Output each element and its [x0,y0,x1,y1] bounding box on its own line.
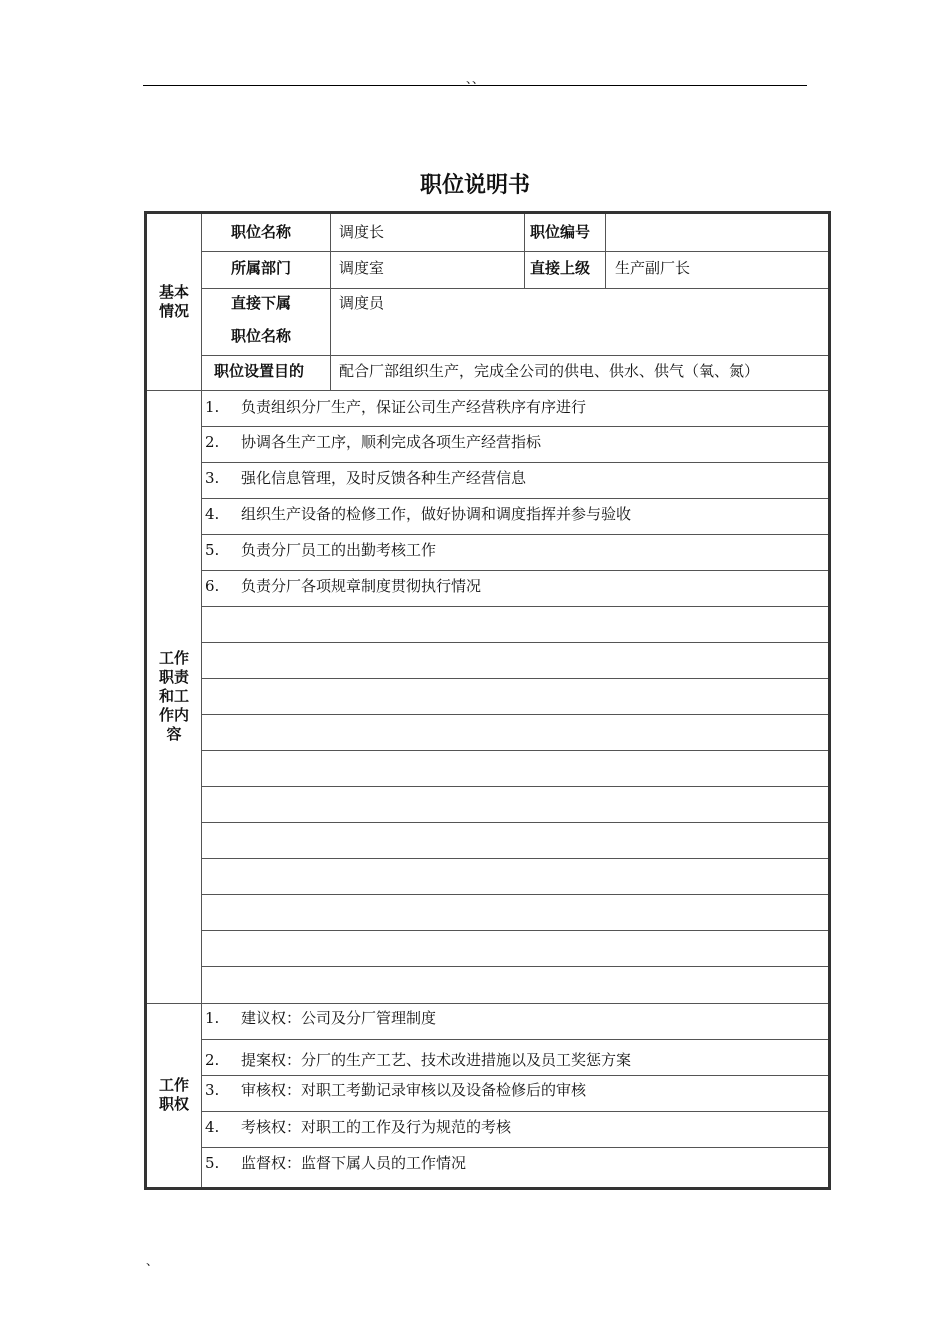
authority-item-1: 1. 建议权：公司及分厂管理制度 [205,1009,437,1027]
position-code-label: 职位编号 [530,223,591,241]
duty-row-line [201,750,828,751]
position-name-label: 职位名称 [231,223,292,241]
duty-row-line [201,498,828,499]
duty-item-1: 1. 负责组织分厂生产，保证公司生产经营秩序有序进行 [205,398,587,416]
position-name-value: 调度长 [339,223,385,241]
duty-row-line [201,678,828,679]
duty-row-line [201,606,828,607]
section-label-duties: 工作职责和工作内容 [158,649,189,743]
duty-item-6: 6. 负责分厂各项规章制度贯彻执行情况 [205,577,482,595]
duty-item-4: 4. 组织生产设备的检修工作，做好协调和调度指挥并参与验收 [205,505,632,523]
subordinate-label-line-1: 直接下属 [231,294,292,312]
duty-row-line [201,786,828,787]
supervisor-value: 生产副厂长 [615,259,691,277]
department-value: 调度室 [339,259,385,277]
authority-row-line [201,1039,828,1040]
header-rule [143,85,807,86]
basic-row-line-2 [201,288,828,289]
duty-row-line [201,534,828,535]
duty-item-5: 5. 负责分厂员工的出勤考核工作 [205,541,437,559]
authority-item-3: 3. 审核权：对职工考勤记录审核以及设备检修后的审核 [205,1081,587,1099]
label-column-divider [201,214,202,1187]
authority-item-5: 5. 监督权：监督下属人员的工作情况 [205,1154,467,1172]
duty-row-line [201,714,828,715]
subordinate-label-line-2: 职位名称 [231,327,292,345]
basic-row-line-1 [201,251,828,252]
section-line-basic [147,390,828,391]
authority-item-2: 2. 提案权：分厂的生产工艺、技术改进措施以及员工奖惩方案 [205,1051,632,1069]
authority-row-line [201,1147,828,1148]
purpose-label: 职位设置目的 [214,362,305,380]
job-description-table [144,211,831,1190]
duty-row-line [201,930,828,931]
duty-row-line [201,570,828,571]
basic-row-line-3 [201,355,828,356]
duty-row-line [201,858,828,859]
section-label-basic: 基本情况 [158,283,189,320]
duty-row-line [201,822,828,823]
duty-row-line [201,642,828,643]
footer-mark: 、 [146,1254,159,1268]
duty-row-line [201,894,828,895]
duty-item-2: 2. 协调各生产工序，顺利完成各项生产经营指标 [205,433,542,451]
supervisor-label: 直接上级 [530,259,591,277]
header-mark: 、、 [465,72,484,86]
duty-item-3: 3. 强化信息管理，及时反馈各种生产经营信息 [205,469,527,487]
section-label-authority: 工作职权 [158,1076,189,1113]
authority-item-4: 4. 考核权：对职工的工作及行为规范的考核 [205,1118,512,1136]
subordinate-value: 调度员 [339,294,385,312]
basic-label-divider [330,214,331,390]
duty-row-line [201,426,828,427]
duty-row-line [201,966,828,967]
department-label: 所属部门 [231,259,292,277]
purpose-value: 配合厂部组织生产，完成全公司的供电、供水、供气（氧、氮） [339,362,760,380]
document-title: 职位说明书 [419,173,530,198]
section-line-duties [147,1003,828,1004]
authority-row-line [201,1111,828,1112]
duty-row-line [201,462,828,463]
authority-row-line [201,1075,828,1076]
